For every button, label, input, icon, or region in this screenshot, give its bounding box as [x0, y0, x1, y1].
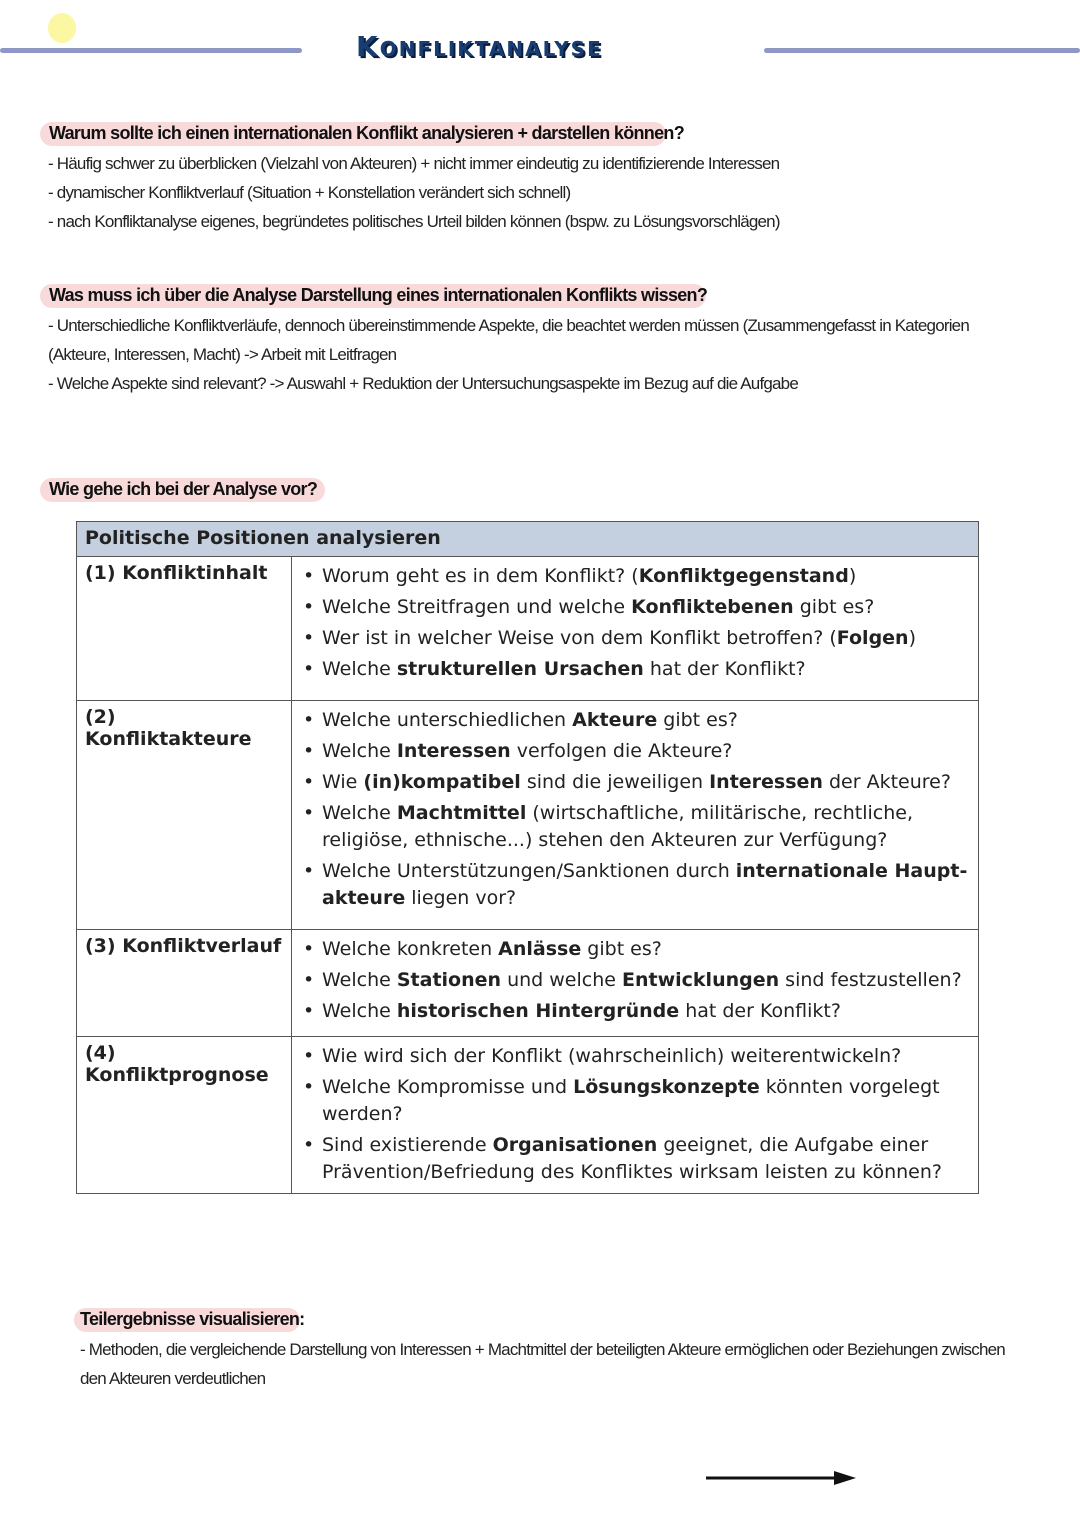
yellow-dot-decoration	[48, 13, 76, 43]
question-item	[300, 1074, 970, 1128]
key-term: Stationen	[396, 969, 502, 991]
table-row	[77, 557, 979, 701]
key-term: strukturellen Ursachen	[396, 658, 644, 680]
key-term: Konfliktebenen	[631, 596, 794, 618]
arrow-right-icon	[706, 1470, 856, 1486]
question-text: )	[908, 627, 917, 649]
category-label: (2) Konfliktakteure	[77, 701, 292, 930]
question-item	[300, 656, 970, 683]
question-item	[300, 858, 970, 912]
question-text: Welche unterschiedlichen	[322, 709, 573, 731]
question-text: könnten vorgelegt werden?	[322, 1076, 940, 1125]
question-text: gibt es?	[581, 938, 662, 960]
question-item	[300, 594, 970, 621]
title-rule-left	[0, 48, 302, 53]
question-text: hat der Konflikt?	[679, 1000, 841, 1022]
question-text: Wie	[322, 771, 364, 793]
table-row	[77, 701, 979, 930]
page-title: Konfliktanalyse	[356, 30, 603, 63]
question-text: gibt es?	[793, 596, 875, 618]
key-term: Machtmittel	[396, 802, 527, 824]
question-what: Was muss ich über die Analyse Darstellung eines internationalen Konflikts wissen?	[49, 285, 708, 305]
question-item	[300, 800, 970, 854]
question-text: sind festzustellen?	[779, 969, 962, 991]
key-term: internationale Hauptakteure	[322, 860, 968, 909]
question-text: (wirtschaftliche, militärische, rechtliche, religiöse, ethnische...) stehen den Akteuren zur Verfügung?	[322, 802, 914, 851]
question-text: der Akteure?	[822, 771, 951, 793]
question-text: Worum geht es in dem Konflikt? (	[322, 565, 639, 587]
question-item	[300, 563, 970, 590]
table-header: Politische Positionen analysieren	[77, 522, 979, 557]
key-term: Organisationen	[492, 1134, 658, 1156]
question-item	[300, 936, 970, 963]
question-text: gibt es?	[657, 709, 738, 731]
question-text: Welche Kompromisse und	[322, 1076, 574, 1098]
question-item	[300, 707, 970, 734]
question-text: liegen vor?	[405, 887, 517, 909]
table-row	[77, 1037, 979, 1194]
analysis-table	[76, 521, 979, 1194]
question-text: geeignet, die Aufgabe einer Prävention/Befriedung des Konfliktes wirksam leisten zu können?	[322, 1134, 942, 1183]
guiding-questions	[292, 930, 979, 1037]
question-visualize: Teilergebnisse visualisieren:	[80, 1309, 305, 1329]
guiding-questions	[292, 701, 979, 930]
question-text: sind die jeweiligen	[520, 771, 710, 793]
key-term: Anlässe	[498, 938, 582, 960]
question-text: hat der Konflikt?	[643, 658, 806, 680]
key-term: Konfliktgegenstand	[638, 565, 849, 587]
key-term: Entwicklungen	[622, 969, 780, 991]
question-text: Sind existierende	[322, 1134, 493, 1156]
question-text: Welche	[322, 969, 397, 991]
question-text: Welche	[322, 802, 397, 824]
question-text: und welche	[501, 969, 622, 991]
guiding-questions	[292, 1037, 979, 1194]
question-item	[300, 769, 970, 796]
category-label: (1) Konfliktinhalt	[77, 557, 292, 701]
guiding-questions	[292, 557, 979, 701]
title-rule-right	[764, 48, 1080, 53]
key-term: Folgen	[836, 627, 909, 649]
key-term: Interessen	[396, 740, 511, 762]
question-text: Wie wird sich der Konflikt (wahrscheinlich) weiterentwickeln?	[322, 1045, 902, 1067]
key-term: (in)kompatibel	[363, 771, 521, 793]
question-item	[300, 625, 970, 652]
question-item	[300, 1043, 970, 1070]
text-line: - nach Konfliktanalyse eigenes, begründetes politisches Urteil bilden können (bspw. zu Lösungsvorschlägen)	[48, 212, 780, 231]
key-term: Lösungskonzepte	[573, 1076, 760, 1098]
text-line: - dynamischer Konfliktverlauf (Situation + Konstellation verändert sich schnell)	[48, 183, 571, 202]
question-text: Welche	[322, 658, 397, 680]
category-label: (4) Konfliktprognose	[77, 1037, 292, 1194]
question-item	[300, 738, 970, 765]
question-item	[300, 1132, 970, 1186]
text-line: - Häufig schwer zu überblicken (Vielzahl von Akteuren) + nicht immer eindeutig zu identifizierende Interessen	[48, 154, 780, 173]
text-line: - Unterschiedliche Konfliktverläufe, dennoch übereinstimmende Aspekte, die beachtet werden müssen (Zusammengefasst in Kategorien	[48, 316, 969, 335]
text-line: den Akteuren verdeutlichen	[80, 1369, 266, 1388]
question-item	[300, 998, 970, 1025]
question-item	[300, 967, 970, 994]
question-text: Welche	[322, 1000, 397, 1022]
text-line: - Welche Aspekte sind relevant? -> Auswahl + Reduktion der Untersuchungsaspekte im Bezug auf die Aufgabe	[48, 374, 798, 393]
question-text: Welche	[322, 740, 397, 762]
key-term: Interessen	[709, 771, 823, 793]
question-text: Wer ist in welcher Weise von dem Konflikt betroffen? (	[322, 627, 837, 649]
question-text: Welche Unterstützungen/Sanktionen durch	[322, 860, 736, 882]
question-text: Welche Streitfragen und welche	[322, 596, 632, 618]
question-why: Warum sollte ich einen internationalen Konflikt analysieren + darstellen können?	[49, 123, 684, 143]
table-row	[77, 930, 979, 1037]
key-term: historischen Hintergründe	[396, 1000, 680, 1022]
category-label: (3) Konfliktverlauf	[77, 930, 292, 1037]
question-text: )	[848, 565, 857, 587]
question-text: Welche konkreten	[322, 938, 499, 960]
question-text: verfolgen die Akteure?	[510, 740, 733, 762]
key-term: Akteure	[572, 709, 658, 731]
text-line: (Akteure, Interessen, Macht) -> Arbeit mit Leitfragen	[48, 345, 397, 364]
question-how: Wie gehe ich bei der Analyse vor?	[49, 479, 318, 499]
text-line: - Methoden, die vergleichende Darstellung von Interessen + Machtmittel der beteiligten Akteure ermöglichen oder Beziehungen zwischen	[80, 1340, 1005, 1359]
